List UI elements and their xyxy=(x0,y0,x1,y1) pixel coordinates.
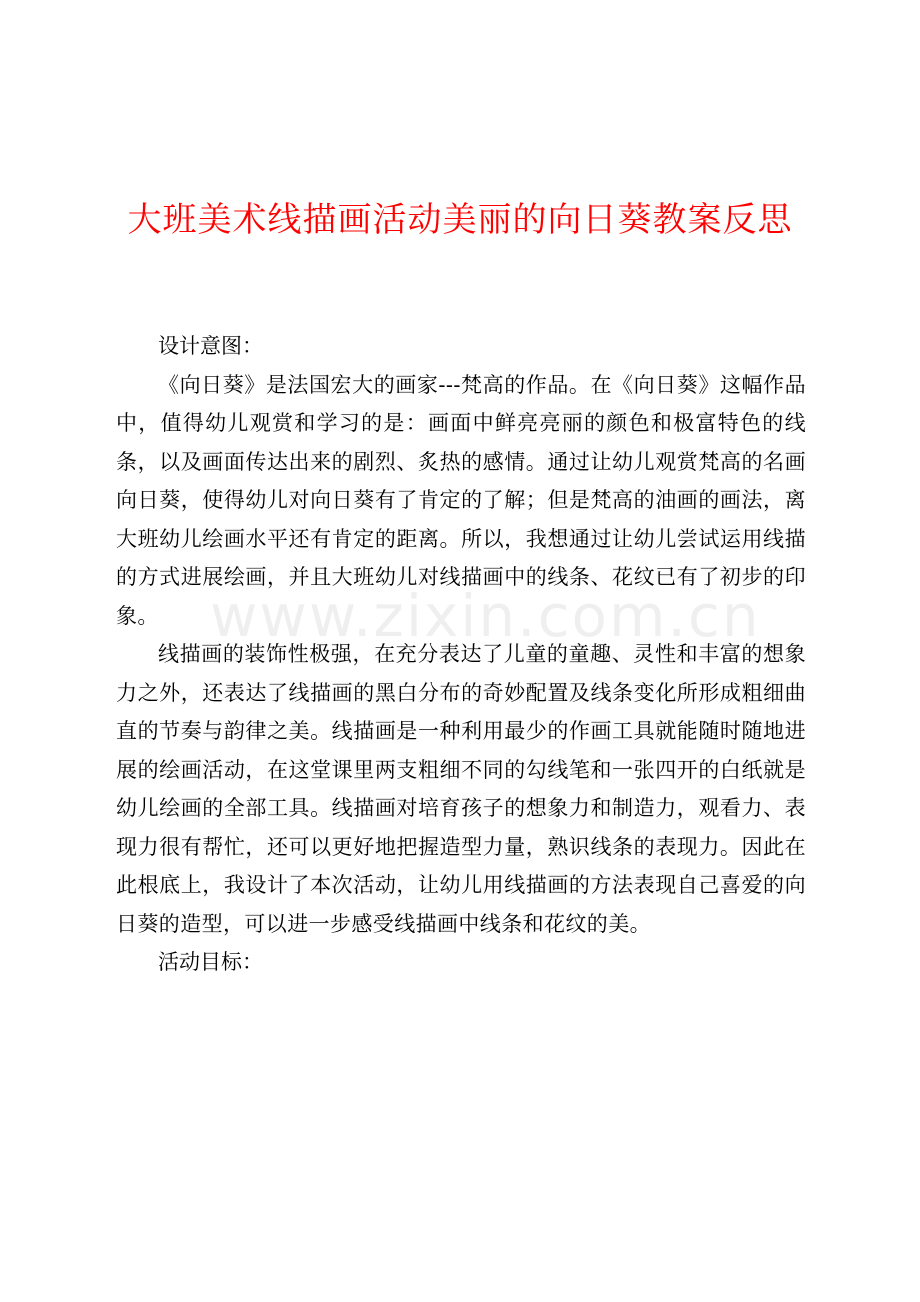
document-body xyxy=(116,327,806,982)
design-intent-heading: 设计意图： xyxy=(158,334,263,358)
paragraph-intro: 《向日葵》是法国宏大的画家---梵高的作品。在《向日葵》这幅作品中，值得幼儿观赏和学习的是：画面中鲜亮亮丽的颜色和极富特色的线条，以及画面传达出来的剧烈、炙热的感情。通过让幼儿观赏梵高的名画向日葵，使得幼儿对向日葵有了肯定的了解；但是梵高的油画的画法，离大班幼儿绘画水平还有肯定的距离。所以，我想通过让幼儿尝试运用线描的方式进展绘画，并且大班幼儿对线描画中的线条、花纹已有了初步的印象。 xyxy=(116,372,806,628)
activity-goal-heading: 活动目标： xyxy=(158,950,263,974)
document-title: 大班美术线描画活动美丽的向日葵教案反思 xyxy=(127,200,793,240)
paragraph-line-drawing: 线描画的装饰性极强，在充分表达了儿童的童趣、灵性和丰富的想象力之外，还表达了线描画的黑白分布的奇妙配置及线条变化所形成粗细曲直的节奏与韵律之美。线描画是一种利用最少的作画工具就能随时随地进展的绘画活动，在这堂课里两支粗细不同的勾线笔和一张四开的白纸就是幼儿绘画的全部工具。线描画对培育孩子的想象力和制造力，观看力、表现力很有帮忙，还可以更好地把握造型力量，熟识线条的表现力。因此在此根底上，我设计了本次活动，让幼儿用线描画的方法表现自己喜爱的向日葵的造型，可以进一步感受线描画中线条和花纹的美。 xyxy=(116,642,806,936)
watermark: www.zixin.com.cn xyxy=(210,582,761,650)
